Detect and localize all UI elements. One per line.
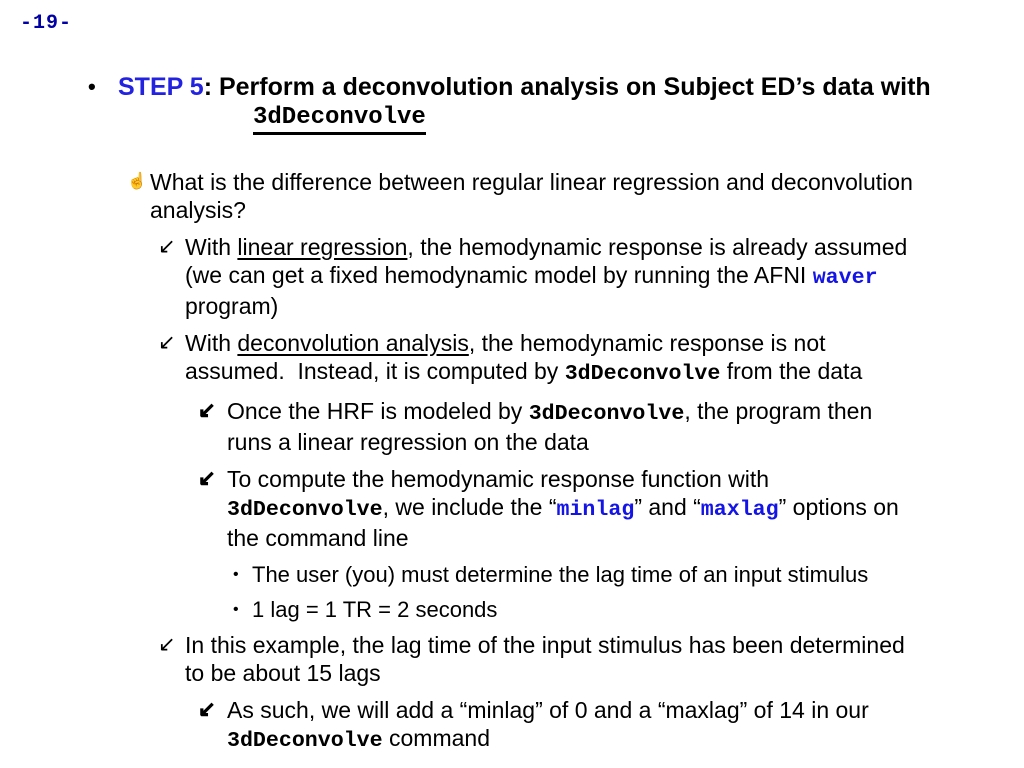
- code-token: 3dDeconvolve: [564, 362, 721, 386]
- bullet-item: [158, 631, 1024, 687]
- hand-icon: ☝: [127, 173, 147, 190]
- bullet-text: [227, 696, 869, 755]
- bullet-icon: •: [233, 566, 239, 583]
- text-line: [253, 101, 931, 132]
- text-line: [185, 329, 862, 357]
- text-segment: : Perform a deconvolution analysis on Subject ED’s data with: [203, 73, 931, 101]
- text-line: [185, 292, 907, 320]
- text-segment: the command line: [227, 525, 409, 551]
- text-segment: In this example, the lag time of the input stimulus has been determined: [185, 632, 905, 658]
- text-segment: to be about 15 lags: [185, 660, 381, 686]
- text-segment: 1 lag = 1 TR = 2 seconds: [252, 597, 498, 622]
- text-line: [227, 493, 899, 524]
- text-line: [185, 357, 862, 388]
- text-segment: As such, we will add a “minlag” of 0 and a “maxlag” of 14 in our: [227, 697, 869, 723]
- bullet-item: [198, 696, 1024, 755]
- bullet-item: [158, 233, 1024, 320]
- text-segment: The user (you) must determine the lag time of an input stimulus: [252, 562, 869, 587]
- bullet-item: [198, 465, 1024, 552]
- text-line: [227, 397, 872, 428]
- text-segment: , we include the “: [382, 494, 557, 520]
- bullet-icon: •: [88, 74, 96, 99]
- code-token: waver: [812, 266, 878, 290]
- text-line: [252, 561, 868, 589]
- bullet-item: [233, 561, 1024, 589]
- text-line: [252, 596, 497, 624]
- text-line: [227, 524, 899, 552]
- text-segment: With: [185, 330, 238, 356]
- text-line: [227, 724, 869, 755]
- text-segment: , the hemodynamic response is not: [468, 330, 826, 356]
- text-segment: command: [382, 725, 490, 751]
- bullet-item: [158, 329, 1024, 388]
- arrow-southwest-bold-icon: ↙: [198, 467, 216, 490]
- code-token: 3dDeconvolve: [253, 104, 426, 135]
- arrow-southwest-icon: ↙: [158, 633, 176, 656]
- text-segment: , the program then: [684, 398, 873, 424]
- arrow-southwest-bold-icon: ↙: [198, 399, 216, 422]
- arrow-southwest-icon: ↙: [158, 235, 176, 258]
- code-token: 3dDeconvolve: [227, 729, 383, 753]
- text-line: [227, 465, 899, 493]
- bullet-text: [185, 631, 905, 687]
- text-segment: from the data: [720, 358, 863, 384]
- code-token: 3dDeconvolve: [528, 402, 685, 426]
- text-segment: Once the HRF is modeled by: [227, 398, 529, 424]
- bullet-item: [127, 168, 1024, 224]
- text-segment: assumed. Instead, it is computed by: [185, 358, 565, 384]
- text-segment: With: [185, 234, 238, 260]
- text-segment: , the hemodynamic response is already assumed: [407, 234, 908, 260]
- text-segment: linear regression: [237, 234, 408, 260]
- text-line: [150, 196, 913, 224]
- text-segment: deconvolution analysis: [237, 330, 469, 356]
- bullet-item: [198, 397, 1024, 456]
- text-line: [185, 631, 905, 659]
- code-token: minlag: [556, 498, 635, 522]
- text-line: [185, 659, 905, 687]
- code-token: 3dDeconvolve: [227, 498, 383, 522]
- text-line: [185, 261, 907, 292]
- text-segment: ” options on: [778, 494, 899, 520]
- title-text: [118, 73, 931, 132]
- bullet-text: [150, 168, 913, 224]
- text-segment: program): [185, 293, 279, 319]
- bullet-text: [252, 561, 868, 589]
- text-segment: ” and “: [634, 494, 701, 520]
- bullet-text: [185, 233, 907, 320]
- slide-content: [0, 73, 1024, 764]
- code-token: maxlag: [700, 498, 779, 522]
- bullet-item: [233, 596, 1024, 624]
- text-segment: analysis?: [150, 197, 246, 223]
- text-segment: STEP 5: [118, 73, 204, 101]
- slide-number-label: -19-: [20, 12, 73, 35]
- text-segment: (we can get a fixed hemodynamic model by running the AFNI: [185, 262, 813, 288]
- text-line: [185, 233, 907, 261]
- text-line: [118, 73, 931, 101]
- text-line: [227, 428, 872, 456]
- text-segment: To compute the hemodynamic response function with: [227, 466, 770, 492]
- bullet-text: [227, 465, 899, 552]
- arrow-southwest-icon: ↙: [158, 331, 176, 354]
- text-segment: runs a linear regression on the data: [227, 429, 589, 455]
- bullet-icon: •: [233, 601, 239, 618]
- arrow-southwest-bold-icon: ↙: [198, 698, 216, 721]
- bullet-text: [252, 596, 497, 624]
- bullet-text: [185, 329, 862, 388]
- text-line: [150, 168, 913, 196]
- bullet-text: [227, 397, 872, 456]
- text-segment: What is the difference between regular linear regression and deconvolution: [150, 169, 913, 195]
- text-line: [227, 696, 869, 724]
- slide-title: [88, 73, 1024, 132]
